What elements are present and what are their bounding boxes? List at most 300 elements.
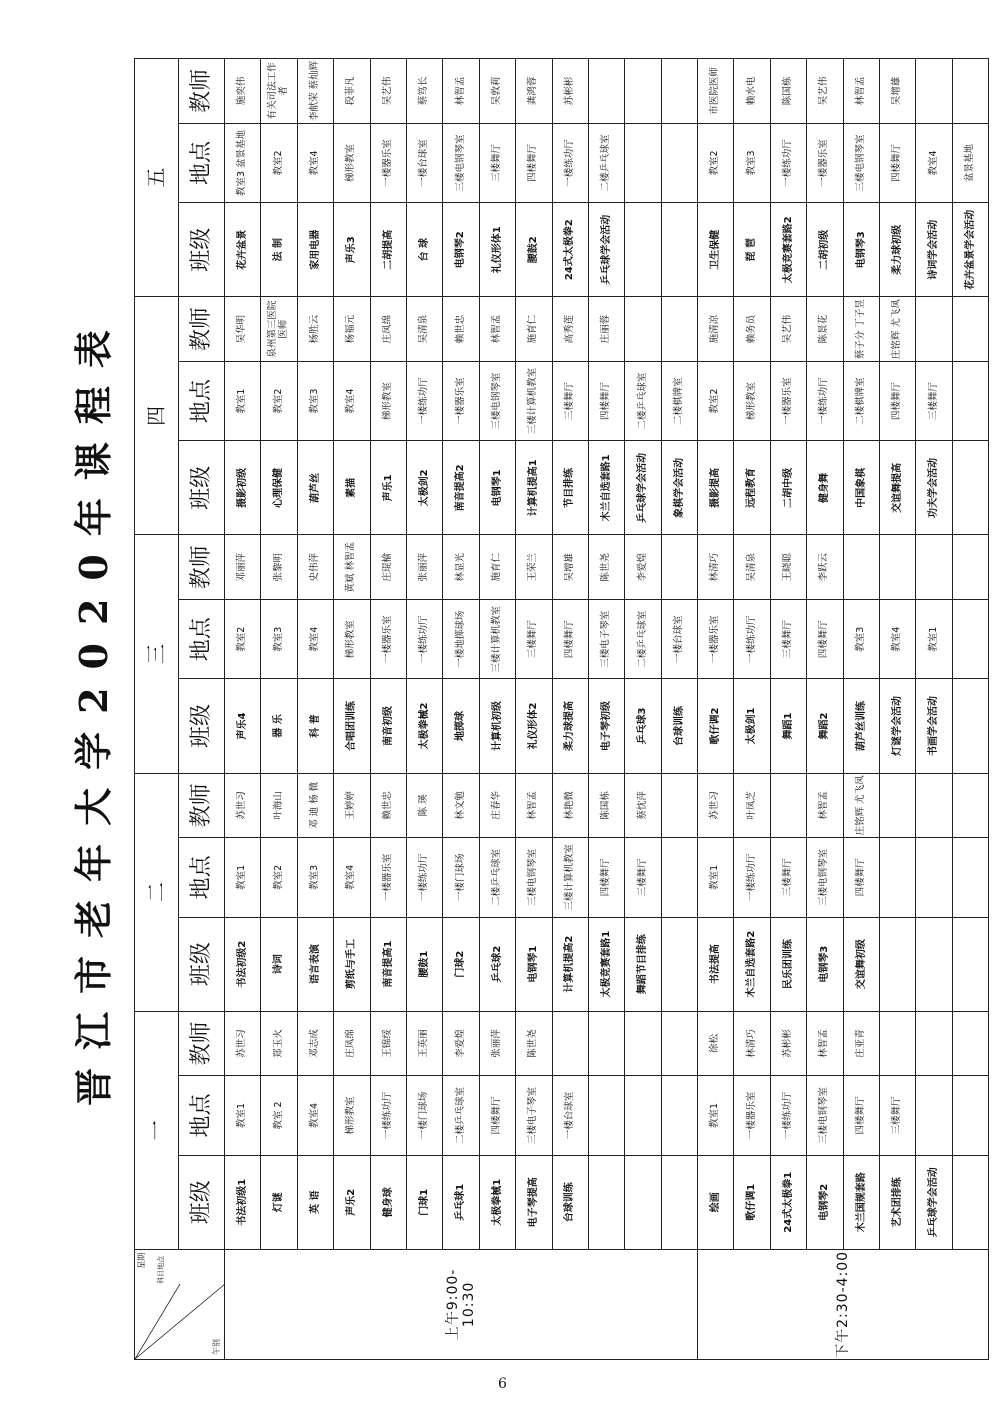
class-name-cell: 太极竞赛套路2: [770, 203, 806, 297]
teacher-cell: 邓丽萍: [225, 535, 261, 600]
location-cell: 教室4: [297, 600, 333, 679]
location-cell: 一楼练功厅: [770, 1076, 806, 1155]
teacher-cell: 赖水电: [734, 59, 770, 124]
teacher-cell: [661, 535, 697, 600]
class-name-cell: 太极拳械1: [479, 1155, 515, 1249]
class-name-cell: 象棋学会活动: [661, 441, 697, 535]
teacher-cell: 高秀莲: [552, 297, 588, 362]
teacher-cell: 施奕伟: [225, 59, 261, 124]
class-name-cell: 书画学会活动: [916, 679, 952, 773]
teacher-cell: 苏世习: [225, 1011, 261, 1076]
class-name-cell: 花卉盆景: [225, 203, 261, 297]
location-cell: [916, 838, 952, 917]
location-cell: 一楼器乐室: [443, 361, 479, 440]
teacher-cell: 王晓聪: [770, 535, 806, 600]
table-row: [734, 59, 770, 1360]
class-name-cell: 卫生保健: [698, 203, 734, 297]
teacher-cell: 陈世尧: [588, 535, 624, 600]
class-name-cell: [588, 1155, 624, 1249]
teacher-header: 教师: [179, 59, 225, 124]
location-cell: 教室3: [843, 600, 879, 679]
class-name-cell: 木兰国规套路: [843, 1155, 879, 1249]
day-header-5: 五: [135, 59, 179, 297]
class-name-cell: 琵 琶: [734, 203, 770, 297]
class-name-cell: 民乐团训练: [770, 917, 806, 1011]
location-cell: 梯形教室: [370, 361, 406, 440]
location-cell: 教室2: [698, 123, 734, 202]
class-name-cell: 书法初级1: [225, 1155, 261, 1249]
class-name-cell: 乒乓球学会活动: [916, 1155, 952, 1249]
class-name-cell: 南音提高1: [370, 917, 406, 1011]
class-name-cell: [952, 441, 988, 535]
class-name-cell: 法 制: [261, 203, 297, 297]
teacher-cell: 王锦绥: [370, 1011, 406, 1076]
location-cell: 三楼舞厅: [625, 838, 661, 917]
corner-weekday-label: 星期: [137, 1252, 146, 1269]
class-name-cell: 器 乐: [261, 679, 297, 773]
location-cell: 四楼舞厅: [588, 361, 624, 440]
class-name-cell: 二胡提高: [370, 203, 406, 297]
teacher-cell: 李献荣 蔡灿辉: [297, 59, 333, 124]
class-name-cell: 素描: [334, 441, 370, 535]
teacher-cell: 林清巧: [734, 1011, 770, 1076]
location-cell: 一楼练功厅: [734, 600, 770, 679]
teacher-cell: [916, 1011, 952, 1076]
teacher-cell: 赖务员: [734, 297, 770, 362]
location-cell: 教室1: [698, 838, 734, 917]
teacher-cell: 张黎明: [261, 535, 297, 600]
location-cell: 教室2: [261, 838, 297, 917]
teacher-cell: 苏世习: [698, 773, 734, 838]
location-cell: 一楼练功厅: [406, 361, 442, 440]
location-cell: [952, 838, 988, 917]
class-name-cell: 歌仔调1: [734, 1155, 770, 1249]
teacher-cell: 李跃云: [807, 535, 843, 600]
location-cell: [588, 1076, 624, 1155]
page-number: 6: [498, 1376, 507, 1392]
location-cell: 教室4: [880, 600, 916, 679]
location-cell: 一楼练功厅: [552, 123, 588, 202]
teacher-cell: 林智孟: [516, 773, 552, 838]
class-name-cell: 太极拳械2: [406, 679, 442, 773]
location-cell: 二楼乒乓球室: [625, 361, 661, 440]
class-name-cell: 语言表演: [297, 917, 333, 1011]
class-name-cell: 家用电器: [297, 203, 333, 297]
teacher-cell: 有关司法工作者: [261, 59, 297, 124]
class-name-cell: 木兰自选套路1: [588, 441, 624, 535]
teacher-cell: 张丽萍: [479, 1011, 515, 1076]
location-cell: 教室2: [698, 361, 734, 440]
teacher-cell: [952, 1011, 988, 1076]
teacher-cell: 陈国栋: [588, 773, 624, 838]
class-name-cell: 乒乓球学会活动: [625, 441, 661, 535]
location-cell: 二楼乒乓球室: [625, 600, 661, 679]
teacher-cell: 市医院医师: [698, 59, 734, 124]
location-cell: 三楼计算机教室: [516, 361, 552, 440]
location-cell: 教室2: [261, 361, 297, 440]
class-name-cell: 24式太极拳2: [552, 203, 588, 297]
corner-diagonal: [135, 1250, 224, 1359]
location-cell: 三楼电钢琴室: [516, 838, 552, 917]
location-cell: 二楼乒乓球室: [479, 838, 515, 917]
location-cell: 三楼电钢琴室: [807, 1076, 843, 1155]
teacher-cell: 林显光: [443, 535, 479, 600]
teacher-cell: 吴清泉: [406, 297, 442, 362]
class-name-cell: 太极竞赛套路1: [588, 917, 624, 1011]
teacher-cell: 庄亚青: [843, 1011, 879, 1076]
location-cell: 四楼舞厅: [516, 123, 552, 202]
table-row: [552, 59, 588, 1360]
location-cell: 四楼舞厅: [807, 600, 843, 679]
teacher-cell: 黄斌 林智孟: [334, 535, 370, 600]
table-row: [770, 59, 806, 1360]
teacher-cell: 林文勉: [443, 773, 479, 838]
class-name-cell: 太极剑2: [406, 441, 442, 535]
class-name-cell: 声乐3: [334, 203, 370, 297]
class-name-cell: 歌仔调2: [698, 679, 734, 773]
teacher-cell: 陈国栋: [770, 59, 806, 124]
teacher-cell: 苏彬彬: [552, 59, 588, 124]
class-name-cell: [952, 917, 988, 1011]
location-cell: 一楼门球场: [443, 838, 479, 917]
location-cell: 教室1: [225, 361, 261, 440]
table-row: [807, 59, 843, 1360]
teacher-header: 教师: [179, 297, 225, 362]
location-cell: 教室1: [225, 1076, 261, 1155]
class-name-cell: 电钢琴3: [807, 917, 843, 1011]
location-cell: 三楼电钢琴室: [843, 123, 879, 202]
class-name-cell: 电钢琴2: [807, 1155, 843, 1249]
teacher-cell: 庄春华: [479, 773, 515, 838]
class-name-cell: 门球1: [406, 1155, 442, 1249]
teacher-cell: 庄琨榆: [370, 535, 406, 600]
class-name-cell: 声乐4: [225, 679, 261, 773]
teacher-cell: 苏世习: [225, 773, 261, 838]
class-name-cell: 南音初级: [370, 679, 406, 773]
teacher-cell: 徐松: [698, 1011, 734, 1076]
teacher-cell: 吴清泉: [734, 535, 770, 600]
timetable-sheet: [58, 58, 994, 1360]
teacher-cell: [916, 535, 952, 600]
class-name-cell: 乒乓球2: [479, 917, 515, 1011]
teacher-cell: 陈景花: [807, 297, 843, 362]
class-name-cell: 太极剑1: [734, 679, 770, 773]
class-name-cell: 绘画: [698, 1155, 734, 1249]
teacher-cell: 林智孟: [479, 297, 515, 362]
class-name-cell: [661, 203, 697, 297]
class-name-cell: 礼仪形体1: [479, 203, 515, 297]
teacher-cell: [952, 297, 988, 362]
teacher-cell: 泉州第三医院医师: [261, 297, 297, 362]
class-name-cell: 计算机提高2: [552, 917, 588, 1011]
location-cell: [661, 123, 697, 202]
class-name-cell: 台球训练: [552, 1155, 588, 1249]
teacher-cell: [661, 1011, 697, 1076]
location-cell: [952, 600, 988, 679]
class-name-cell: 腰鼓1: [406, 917, 442, 1011]
table-row: [516, 59, 552, 1360]
table-row: [588, 59, 624, 1360]
class-name-cell: 葫芦丝: [297, 441, 333, 535]
teacher-cell: [661, 59, 697, 124]
location-cell: 教室3: [297, 838, 333, 917]
location-cell: 二楼棋牌室: [661, 361, 697, 440]
period-label-pm: 下午2:30-4:00: [698, 1249, 989, 1359]
class-header: 班级: [179, 203, 225, 297]
class-name-cell: 电钢琴2: [443, 203, 479, 297]
teacher-cell: [880, 535, 916, 600]
location-cell: 梯形教室: [334, 123, 370, 202]
teacher-cell: 赖世忠: [443, 297, 479, 362]
location-cell: 教室4: [334, 838, 370, 917]
teacher-cell: [661, 773, 697, 838]
location-cell: 三楼舞厅: [479, 123, 515, 202]
teacher-cell: [661, 297, 697, 362]
teacher-cell: 陈 瑛: [406, 773, 442, 838]
class-name-cell: 舞蹈2: [807, 679, 843, 773]
teacher-cell: [952, 773, 988, 838]
teacher-cell: 李爱煌: [625, 535, 661, 600]
table-row: [661, 59, 697, 1360]
class-name-cell: 电钢琴1: [516, 917, 552, 1011]
location-cell: 一楼器乐室: [734, 1076, 770, 1155]
period-label-am: 上午9:00-10:30: [225, 1249, 698, 1359]
class-name-cell: [880, 917, 916, 1011]
class-name-cell: 计算机初级: [479, 679, 515, 773]
location-cell: 教室1: [698, 1076, 734, 1155]
location-cell: 一楼练功厅: [370, 1076, 406, 1155]
teacher-cell: 蔡笃长: [406, 59, 442, 124]
location-header: 地点: [179, 838, 225, 917]
location-cell: 一楼练功厅: [807, 361, 843, 440]
schedule-table: [134, 58, 989, 1360]
teacher-cell: 庄铭辉 尤飞凤: [880, 297, 916, 362]
location-header: 地点: [179, 600, 225, 679]
class-name-cell: 剪纸与手工: [334, 917, 370, 1011]
class-name-cell: 电子琴提高: [516, 1155, 552, 1249]
location-cell: 梯形教室: [334, 1076, 370, 1155]
location-cell: 梯形教室: [734, 361, 770, 440]
teacher-cell: 林智孟: [807, 773, 843, 838]
teacher-cell: [843, 535, 879, 600]
location-cell: 教室4: [916, 123, 952, 202]
teacher-cell: 吴艺伟: [370, 59, 406, 124]
class-name-cell: 声乐1: [370, 441, 406, 535]
table-row: [479, 59, 515, 1360]
teacher-cell: 吴艺伟: [807, 59, 843, 124]
location-cell: 教室3: [297, 361, 333, 440]
teacher-cell: 吴敦莉: [479, 59, 515, 124]
teacher-cell: 叶凤芝: [734, 773, 770, 838]
table-row: [625, 59, 661, 1360]
teacher-cell: 庄凤绵: [370, 297, 406, 362]
class-name-cell: 南音提高2: [443, 441, 479, 535]
location-cell: [880, 838, 916, 917]
corner-header-cell: [135, 1249, 225, 1359]
table-row: [916, 59, 952, 1360]
table-row: [370, 59, 406, 1360]
location-cell: 梯形教室: [334, 600, 370, 679]
class-name-cell: 花卉盆景学会活动: [952, 203, 988, 297]
page-title: 晋江市老年大学2020年课程表: [71, 312, 116, 1106]
location-cell: 三楼电钢琴室: [807, 838, 843, 917]
class-name-cell: [916, 917, 952, 1011]
teacher-header: 教师: [179, 1011, 225, 1076]
location-cell: 一楼器乐室: [370, 123, 406, 202]
location-cell: 教室4: [334, 361, 370, 440]
location-cell: 一楼台球室: [661, 600, 697, 679]
teacher-cell: 杨胜云: [297, 297, 333, 362]
location-cell: 三楼计算机教室: [479, 600, 515, 679]
class-name-cell: 功夫学会活动: [916, 441, 952, 535]
location-cell: 三楼舞厅: [552, 361, 588, 440]
teacher-cell: 施育仁: [479, 535, 515, 600]
teacher-header: 教师: [179, 535, 225, 600]
class-name-cell: 电钢琴1: [479, 441, 515, 535]
teacher-cell: 施育仁: [516, 297, 552, 362]
teacher-cell: 蔡忱萍: [625, 773, 661, 838]
location-cell: 四楼舞厅: [880, 123, 916, 202]
table-row: [406, 59, 442, 1360]
teacher-cell: [952, 59, 988, 124]
class-name-cell: 二胡初级: [807, 203, 843, 297]
location-cell: 教室4: [297, 1076, 333, 1155]
location-cell: 一楼练功厅: [406, 838, 442, 917]
class-name-cell: 声乐2: [334, 1155, 370, 1249]
location-cell: 教室1: [225, 838, 261, 917]
class-name-cell: 科 普: [297, 679, 333, 773]
teacher-cell: 王荣兰: [516, 535, 552, 600]
teacher-cell: 李爱煌: [443, 1011, 479, 1076]
class-name-cell: 电子琴初级: [588, 679, 624, 773]
corner-subjects-label: 科目地点: [157, 1255, 165, 1284]
location-cell: 三楼电子琴室: [516, 1076, 552, 1155]
teacher-cell: 庄凤绵: [334, 1011, 370, 1076]
location-cell: 教室3: [261, 600, 297, 679]
location-cell: 三楼舞厅: [770, 600, 806, 679]
teacher-cell: 段菲凡: [334, 59, 370, 124]
class-name-cell: 交谊舞初级: [843, 917, 879, 1011]
location-header: 地点: [179, 123, 225, 202]
location-cell: 一楼台球室: [552, 1076, 588, 1155]
location-cell: 三楼电钢琴室: [479, 361, 515, 440]
location-cell: 三楼舞厅: [516, 600, 552, 679]
location-cell: 一楼器乐室: [370, 600, 406, 679]
location-cell: 三楼电钢琴室: [443, 123, 479, 202]
class-name-cell: 舞蹈1: [770, 679, 806, 773]
class-name-cell: 乒乓球3: [625, 679, 661, 773]
class-name-cell: [661, 917, 697, 1011]
teacher-cell: 苏彬彬: [770, 1011, 806, 1076]
class-name-cell: 台 球: [406, 203, 442, 297]
day-header-4: 四: [135, 297, 179, 535]
location-cell: 三楼电子琴室: [588, 600, 624, 679]
location-cell: 一楼器乐室: [770, 361, 806, 440]
location-cell: 三楼舞厅: [916, 361, 952, 440]
class-name-cell: 灯谜学会活动: [880, 679, 916, 773]
location-cell: 教室1: [916, 600, 952, 679]
location-cell: 一楼练功厅: [406, 600, 442, 679]
class-name-cell: 诗词: [261, 917, 297, 1011]
teacher-cell: 吴华明: [225, 297, 261, 362]
location-cell: [625, 123, 661, 202]
teacher-cell: 叶海山: [261, 773, 297, 838]
table-row: [334, 59, 370, 1360]
location-cell: 三楼舞厅: [880, 1076, 916, 1155]
teacher-cell: 史伟萍: [297, 535, 333, 600]
location-header: 地点: [179, 1076, 225, 1155]
class-name-cell: 中国象棋: [843, 441, 879, 535]
location-cell: 一楼器乐室: [370, 838, 406, 917]
location-cell: [661, 1076, 697, 1155]
class-name-cell: 书法提高: [698, 917, 734, 1011]
class-name-cell: 腰鼓2: [516, 203, 552, 297]
teacher-cell: 赖世忠: [370, 773, 406, 838]
location-header: 地点: [179, 361, 225, 440]
teacher-cell: 林智孟: [807, 1011, 843, 1076]
teacher-cell: [916, 297, 952, 362]
class-name-cell: [952, 679, 988, 773]
table-row: [880, 59, 916, 1360]
location-cell: [952, 1076, 988, 1155]
teacher-cell: 庄丽蓉: [588, 297, 624, 362]
location-cell: 四楼舞厅: [552, 600, 588, 679]
teacher-cell: [625, 1011, 661, 1076]
rotated-page: [58, 58, 994, 1360]
teacher-cell: 林智孟: [443, 59, 479, 124]
location-cell: [916, 1076, 952, 1155]
teacher-cell: 王英丽: [406, 1011, 442, 1076]
location-cell: [952, 361, 988, 440]
teacher-cell: 杨福元: [334, 297, 370, 362]
teacher-cell: 王婷婷: [334, 773, 370, 838]
class-name-cell: 书法初级2: [225, 917, 261, 1011]
location-cell: 二楼乒乓球室: [443, 1076, 479, 1155]
location-cell: [661, 838, 697, 917]
teacher-cell: [552, 1011, 588, 1076]
class-name-cell: 柔力球提高: [552, 679, 588, 773]
location-cell: 四楼舞厅: [588, 838, 624, 917]
class-header: 班级: [179, 679, 225, 773]
class-name-cell: [625, 1155, 661, 1249]
table-row: [297, 59, 333, 1360]
location-cell: 二楼乒乓球室: [588, 123, 624, 202]
teacher-header: 教师: [179, 773, 225, 838]
teacher-cell: 郑玉火: [261, 1011, 297, 1076]
class-name-cell: 健身舞: [807, 441, 843, 535]
teacher-cell: [625, 59, 661, 124]
location-cell: 教室3 盆景基地: [225, 123, 261, 202]
location-cell: 三楼舞厅: [770, 838, 806, 917]
teacher-cell: 邓志成: [297, 1011, 333, 1076]
class-name-cell: 地掷球: [443, 679, 479, 773]
class-name-cell: 合唱团训练: [334, 679, 370, 773]
class-name-cell: 24式太极拳1: [770, 1155, 806, 1249]
class-name-cell: 灯谜: [261, 1155, 297, 1249]
class-name-cell: 远程教育: [734, 441, 770, 535]
class-name-cell: 门球2: [443, 917, 479, 1011]
class-name-cell: 礼仪形体2: [516, 679, 552, 773]
location-cell: 四楼舞厅: [880, 361, 916, 440]
class-name-cell: 摄影提高: [698, 441, 734, 535]
class-name-cell: 摄影初级: [225, 441, 261, 535]
day-header-3: 三: [135, 535, 179, 773]
corner-period-label: 午别: [211, 1339, 221, 1355]
teacher-cell: 施清凉: [698, 297, 734, 362]
class-name-cell: 节目排练: [552, 441, 588, 535]
location-cell: 四楼舞厅: [843, 1076, 879, 1155]
location-cell: 一楼练功厅: [770, 123, 806, 202]
